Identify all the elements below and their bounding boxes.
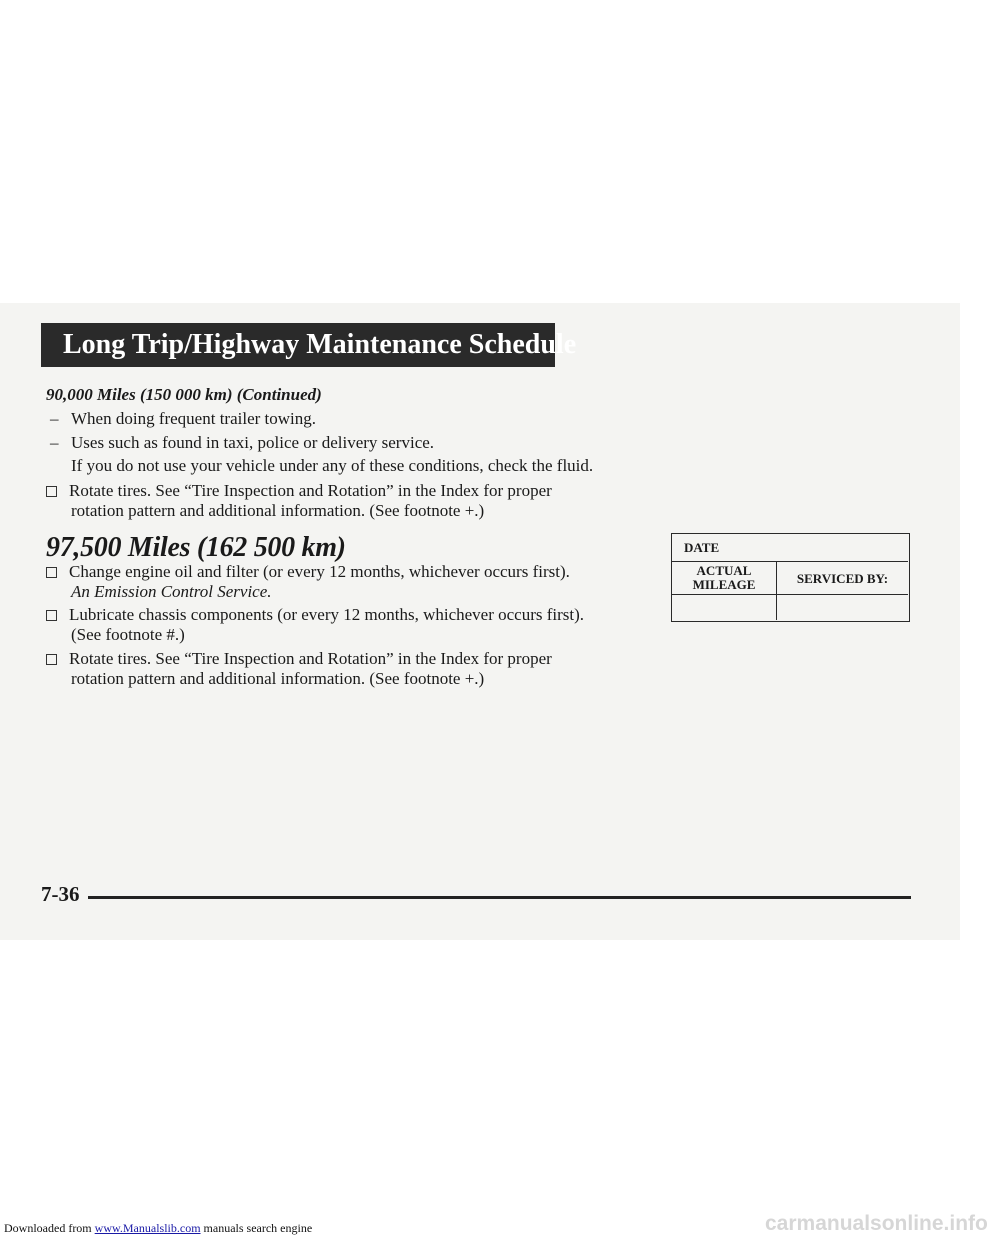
- manualslib-link[interactable]: www.Manualslib.com: [94, 1221, 201, 1235]
- checklist-item-text: Lubricate chassis components (or every 12 months, whichever occurs first).: [69, 605, 585, 624]
- checkbox[interactable]: [46, 567, 57, 578]
- serviced-by-field[interactable]: [777, 595, 908, 620]
- download-prefix: Downloaded from: [4, 1221, 95, 1235]
- checkbox[interactable]: [46, 654, 57, 665]
- checklist-item-continuation: rotation pattern and additional information. (See footnote +.): [71, 501, 485, 520]
- dash-item-text: When doing frequent trailer towing.: [71, 409, 317, 428]
- checkbox[interactable]: [46, 486, 57, 497]
- checklist-item-text: Rotate tires. See “Tire Inspection and Rotation” in the Index for proper: [69, 649, 552, 668]
- watermark: carmanualsonline.info: [765, 1212, 988, 1235]
- date-field[interactable]: [672, 534, 908, 562]
- mileage-field[interactable]: [672, 595, 777, 620]
- mileage-label-line2: MILEAGE: [692, 577, 756, 592]
- dash-bullet: –: [50, 433, 59, 452]
- checklist-item: [46, 649, 552, 669]
- download-banner: [4, 1221, 312, 1236]
- continued-heading: 90,000 Miles (150 000 km) (Continued): [46, 385, 322, 404]
- dash-item: [50, 409, 316, 429]
- checklist-item-continuation: (See footnote #.): [71, 625, 185, 644]
- checklist-item-continuation: rotation pattern and additional information. (See footnote +.): [71, 669, 485, 688]
- checklist-item-text: Rotate tires. See “Tire Inspection and Rotation” in the Index for proper: [69, 481, 552, 500]
- mileage-label-line1: ACTUAL: [696, 563, 752, 578]
- fluid-note: If you do not use your vehicle under any of these conditions, check the fluid.: [71, 456, 594, 475]
- emission-service-note: An Emission Control Service.: [71, 582, 272, 601]
- date-label: DATE: [684, 540, 720, 555]
- checklist-item: [46, 605, 584, 625]
- dash-item-text: Uses such as found in taxi, police or delivery service.: [71, 433, 435, 452]
- mileage-section-heading: 97,500 Miles (162 500 km): [46, 532, 346, 563]
- serviced-by-header: SERVICED BY:: [777, 562, 908, 595]
- checklist-item: [46, 562, 570, 582]
- footer-rule: [88, 896, 911, 899]
- dash-item: [50, 433, 434, 453]
- page-number: 7-36: [41, 882, 80, 906]
- checklist-item-text: Change engine oil and filter (or every 12 months, whichever occurs first).: [69, 562, 570, 581]
- service-record-table: [671, 533, 910, 622]
- section-banner: Long Trip/Highway Maintenance Schedule: [41, 323, 555, 367]
- download-suffix: manuals search engine: [200, 1221, 313, 1235]
- mileage-header: [672, 562, 777, 595]
- checkbox[interactable]: [46, 610, 57, 621]
- checklist-item: [46, 481, 552, 501]
- dash-bullet: –: [50, 409, 59, 428]
